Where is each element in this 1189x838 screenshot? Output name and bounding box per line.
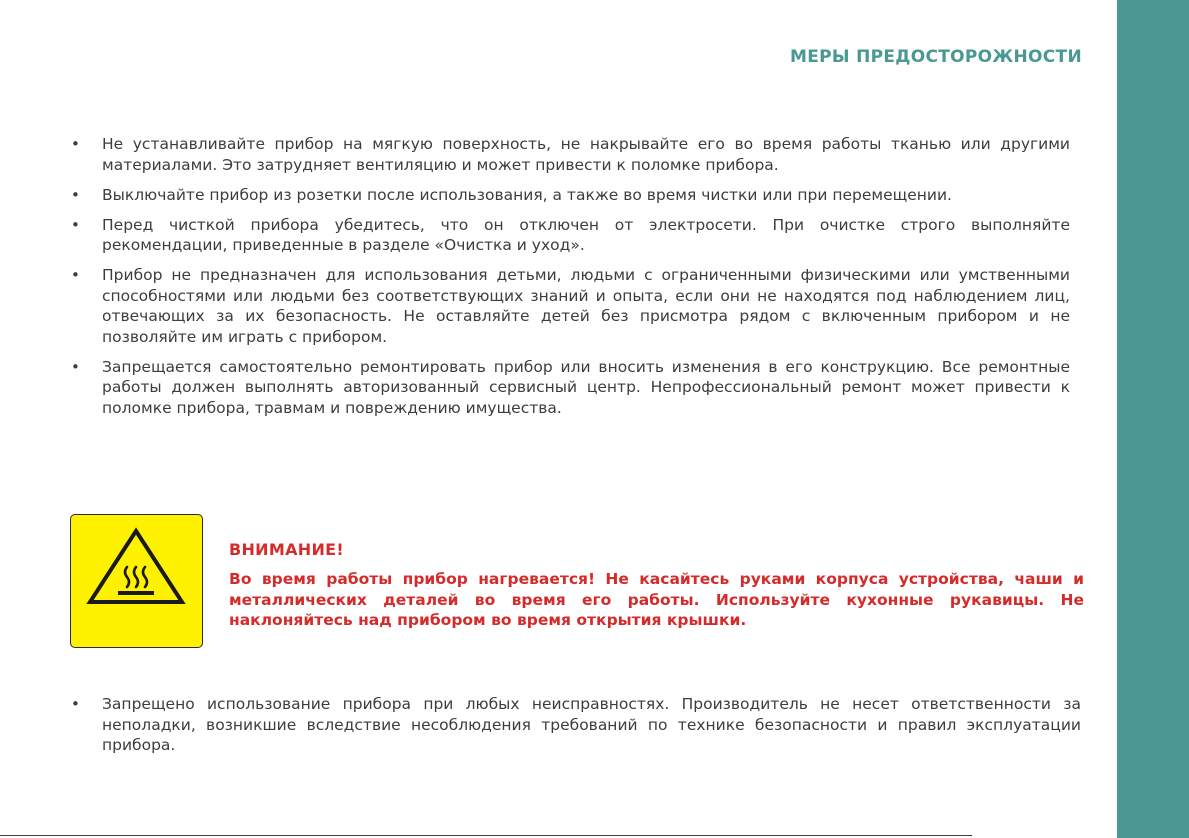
list-item [70,357,1070,419]
bullet-icon: • [71,135,80,153]
hot-surface-symbol [71,515,201,646]
list-item [70,185,1070,206]
list-item [70,265,1070,347]
warning-title: ВНИМАНИЕ! [229,540,344,559]
list-item-text: Прибор не предназначен для использования детьми, людьми с ограниченными физическими или умственными способностями или людьми без соответствующих знаний и опыта, если они не находятся под наблюдением лиц, отвечающих за их безопасность. Не оставляйте детей без присмотра рядом с включенным прибором и не позволяйте им играть с прибором. [102,266,1070,346]
list-item-text: Не устанавливайте прибор на мягкую поверхность, не накрывайте его во время работы тканью или другими материалами. Это затрудняет вентиляцию и может привести к поломке прибора. [102,135,1070,174]
list-item-text: Перед чисткой прибора убедитесь, что он отключен от электросети. При очистке строго выполняйте рекомендации, приведенные в разделе «Очистка и уход». [102,215,1070,254]
bullet-icon: • [71,695,80,713]
list-item-text: Выключайте прибор из розетки после использования, а также во время чистки или при перемещении. [102,185,952,204]
list-item [70,215,1070,256]
bullet-icon: • [71,357,80,376]
bullet-icon: • [71,215,80,234]
hot-surface-warning-icon [70,514,203,648]
list-item-text: Запрещено использование прибора при любых неисправностях. Производитель не несет ответственности за неполадки, возникшие вследствие несоблюдения требований по технике безопасности и правил эксплуатации прибора. [102,695,1081,754]
precautions-list [70,134,1070,428]
list-item [70,694,1081,756]
list-item [70,134,1070,175]
warning-text: Во время работы прибор нагревается! Не касайтесь руками корпуса устройства, чаши и металлических деталей во время его работы. Используйте кухонные рукавицы. Не наклоняйтесь над прибором во время открытия крышки. [229,570,1084,629]
list-item-text: Запрещается самостоятельно ремонтировать прибор или вносить изменения в его конструкцию. Все ремонтные работы должен выполнять авторизованный сервисный центр. Непрофессиональный ремонт может привести к поломке прибора, травмам и повреждению имущества. [102,357,1070,417]
warning-block [229,540,1084,631]
side-color-bar [1117,0,1189,838]
bottom-divider [0,835,972,836]
page-title: МЕРЫ ПРЕДОСТОРОЖНОСТИ [790,47,1082,67]
final-precautions-list [70,694,1081,765]
bullet-icon: • [71,266,80,284]
bullet-icon: • [71,185,80,204]
